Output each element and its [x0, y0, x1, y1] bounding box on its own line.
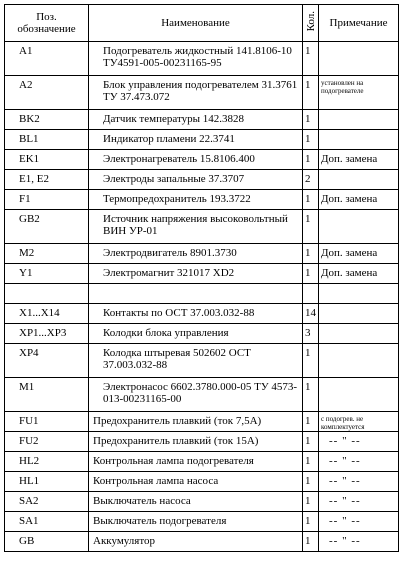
header-quantity: [303, 5, 319, 42]
row-designation: HL1: [5, 472, 89, 492]
row-note-text: -- " --: [329, 455, 361, 467]
table-row: [5, 492, 399, 512]
row-note: [319, 244, 399, 264]
row-name: Предохранитель плавкий (ток 15А): [89, 432, 303, 452]
row-name: Колодка штыревая 502602 ОСТ 37.003.032-88: [89, 344, 303, 378]
row-name: Датчик температуры 142.3828: [89, 110, 303, 130]
row-name: Электромагнит 321017 XD2: [89, 264, 303, 284]
row-note: [319, 42, 399, 76]
row-note: [319, 532, 399, 552]
row-name: Выключатель подогревателя: [89, 512, 303, 532]
table-row: [5, 378, 399, 412]
row-note: [319, 110, 399, 130]
row-designation: FU2: [5, 432, 89, 452]
row-note: [319, 304, 399, 324]
table-row: [5, 304, 399, 324]
row-designation: SA2: [5, 492, 89, 512]
row-quantity: 1: [303, 432, 319, 452]
row-designation: Y1: [5, 264, 89, 284]
row-name: Электродвигатель 8901.3730: [89, 244, 303, 264]
row-note-text: -- " --: [329, 475, 361, 487]
row-designation: [5, 284, 89, 304]
row-quantity: 1: [303, 344, 319, 378]
table-row: [5, 244, 399, 264]
row-note-text: -- " --: [329, 495, 361, 507]
component-list-sheet: [4, 4, 399, 552]
row-note: [319, 432, 399, 452]
table-row: [5, 532, 399, 552]
row-note-text: Доп. замена: [321, 193, 378, 205]
header-row: [5, 5, 399, 42]
table-row: [5, 150, 399, 170]
header-quantity-text: Кол.: [304, 11, 317, 32]
row-quantity: 1: [303, 492, 319, 512]
table-row: [5, 42, 399, 76]
row-name: [89, 284, 303, 304]
row-note: [319, 150, 399, 170]
row-name: Электроды запальные 37.3707: [89, 170, 303, 190]
row-quantity: 1: [303, 110, 319, 130]
row-note: [319, 284, 399, 304]
row-quantity: 1: [303, 532, 319, 552]
row-note-text: Доп. замена: [321, 247, 378, 259]
row-note-text: Доп. замена: [321, 267, 378, 279]
row-quantity: 2: [303, 170, 319, 190]
row-designation: X1...X14: [5, 304, 89, 324]
table-row: [5, 130, 399, 150]
row-designation: M2: [5, 244, 89, 264]
row-designation: M1: [5, 378, 89, 412]
row-name: Контакты по ОСТ 37.003.032-88: [89, 304, 303, 324]
table-row: [5, 110, 399, 130]
row-note: [319, 452, 399, 472]
row-quantity: 1: [303, 76, 319, 110]
row-quantity: 3: [303, 324, 319, 344]
row-name: Индикатор пламени 22.3741: [89, 130, 303, 150]
row-designation: GB: [5, 532, 89, 552]
row-designation: F1: [5, 190, 89, 210]
row-designation: HL2: [5, 452, 89, 472]
row-name: Источник напряжения высоковольтный ВИН УР-01: [89, 210, 303, 244]
row-name: Термопредохранитель 193.3722: [89, 190, 303, 210]
row-note-text: -- " --: [329, 435, 361, 447]
row-note: [319, 344, 399, 378]
row-name: Выключатель насоса: [89, 492, 303, 512]
row-note: [319, 472, 399, 492]
row-name: Аккумулятор: [89, 532, 303, 552]
row-note: [319, 170, 399, 190]
row-note-text: с подогрев. не комплектуется: [321, 415, 365, 431]
row-designation: SA1: [5, 512, 89, 532]
header-note: Примечание: [319, 5, 399, 42]
row-quantity: 1: [303, 244, 319, 264]
row-note: [319, 210, 399, 244]
row-designation: GB2: [5, 210, 89, 244]
row-quantity: 1: [303, 190, 319, 210]
row-designation: EK1: [5, 150, 89, 170]
table-row: [5, 264, 399, 284]
table-row: [5, 432, 399, 452]
row-note: [319, 492, 399, 512]
row-name: Контрольная лампа подогревателя: [89, 452, 303, 472]
header-name: Наименование: [89, 5, 303, 42]
row-designation: XP4: [5, 344, 89, 378]
row-designation: BK2: [5, 110, 89, 130]
row-note: [319, 130, 399, 150]
row-quantity: 1: [303, 512, 319, 532]
row-quantity: 1: [303, 412, 319, 432]
row-designation: A2: [5, 76, 89, 110]
row-name: Предохранитель плавкий (ток 7,5А): [89, 412, 303, 432]
row-designation: E1, E2: [5, 170, 89, 190]
table-row: [5, 170, 399, 190]
row-note-text: установлен на подогревателе: [321, 79, 364, 95]
row-quantity: [303, 284, 319, 304]
row-name: Колодки блока управления: [89, 324, 303, 344]
row-designation: A1: [5, 42, 89, 76]
row-designation: XP1...XP3: [5, 324, 89, 344]
row-name: Блок управления подогревателем 31.3761 ТУ 37.473.072: [89, 76, 303, 110]
row-quantity: 1: [303, 210, 319, 244]
row-designation: BL1: [5, 130, 89, 150]
row-name: Подогреватель жидкостный 141.8106-10 ТУ4591-005-00231165-95: [89, 42, 303, 76]
row-note-text: Доп. замена: [321, 153, 378, 165]
table-row: [5, 412, 399, 432]
row-quantity: 1: [303, 452, 319, 472]
row-note: [319, 190, 399, 210]
row-quantity: 14: [303, 304, 319, 324]
table-row: [5, 344, 399, 378]
table-row: [5, 324, 399, 344]
table-row: [5, 452, 399, 472]
row-note-text: -- " --: [329, 535, 361, 547]
row-name: Электронагреватель 15.8106.400: [89, 150, 303, 170]
table-row: [5, 76, 399, 110]
row-note: [319, 324, 399, 344]
header-designation: Поз. обозначение: [5, 5, 89, 42]
row-quantity: 1: [303, 130, 319, 150]
table-row: [5, 512, 399, 532]
component-list-table: [4, 4, 399, 552]
table-row: [5, 284, 399, 304]
row-quantity: 1: [303, 378, 319, 412]
row-designation: FU1: [5, 412, 89, 432]
table-row: [5, 190, 399, 210]
row-quantity: 1: [303, 472, 319, 492]
row-quantity: 1: [303, 150, 319, 170]
row-name: Электронасос 6602.3780.000-05 ТУ 4573-013-00231165-00: [89, 378, 303, 412]
row-name: Контрольная лампа насоса: [89, 472, 303, 492]
row-note: [319, 76, 399, 110]
row-quantity: 1: [303, 42, 319, 76]
row-note: [319, 512, 399, 532]
row-note-text: -- " --: [329, 515, 361, 527]
table-row: [5, 472, 399, 492]
row-note: [319, 264, 399, 284]
row-note: [319, 412, 399, 432]
row-note: [319, 378, 399, 412]
table-row: [5, 210, 399, 244]
row-quantity: 1: [303, 264, 319, 284]
